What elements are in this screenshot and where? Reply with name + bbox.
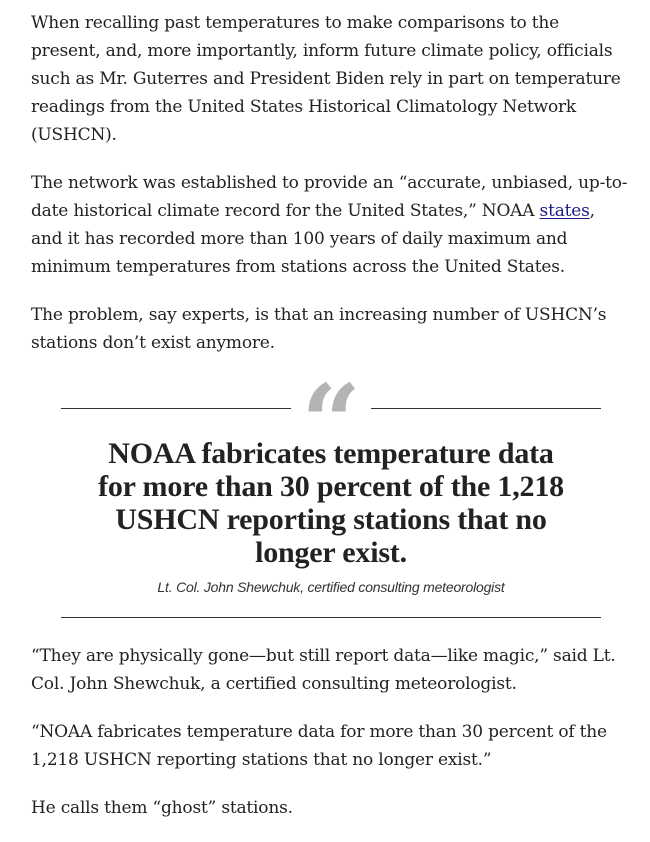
paragraph-2-text-start: The network was established to provide an “accurate, unbiased, up-to-date historical climate record for the United States,” NOAA xyxy=(31,173,628,221)
quote-mark-icon: “ xyxy=(301,361,361,484)
states-link[interactable]: states xyxy=(539,201,590,221)
paragraph-3: The problem, say experts, is that an increasing number of USHCN’s stations don’t exist anymore. xyxy=(31,305,607,353)
pull-quote-rule-right xyxy=(371,408,601,409)
article-body xyxy=(31,9,631,842)
paragraph-6: He calls them “ghost” stations. xyxy=(31,798,293,818)
paragraph-2 xyxy=(31,169,631,281)
pull-quote-citation: Lt. Col. John Shewchuk, certified consulting meteorologist xyxy=(157,579,505,595)
pull-quote-text: NOAA fabricates temperature data for more than 30 percent of the 1,218 USHCN reporting stations that no longer exist. xyxy=(98,437,564,569)
pull-quote-header xyxy=(31,361,631,484)
paragraph-4: “They are physically gone—but still report data—like magic,” said Lt. Col. John Shewchuk, a certified consulting meteorologist. xyxy=(31,646,616,694)
pull-quote-rule-bottom xyxy=(61,617,601,618)
paragraph-5: “NOAA fabricates temperature data for more than 30 percent of the 1,218 USHCN reporting stations that no longer exist.” xyxy=(31,722,607,770)
paragraph-1: When recalling past temperatures to make comparisons to the present, and, more importantly, inform future climate policy, officials such as Mr. Guterres and President Biden rely in part on temperature readings from the United States Historical Climatology Network (USHCN). xyxy=(31,13,621,145)
pull-quote xyxy=(31,361,631,618)
pull-quote-rule-left xyxy=(61,408,291,409)
paragraph-2-text-end: , and it has recorded more than 100 years of daily maximum and minimum temperatures from stations across the United States. xyxy=(31,201,595,277)
